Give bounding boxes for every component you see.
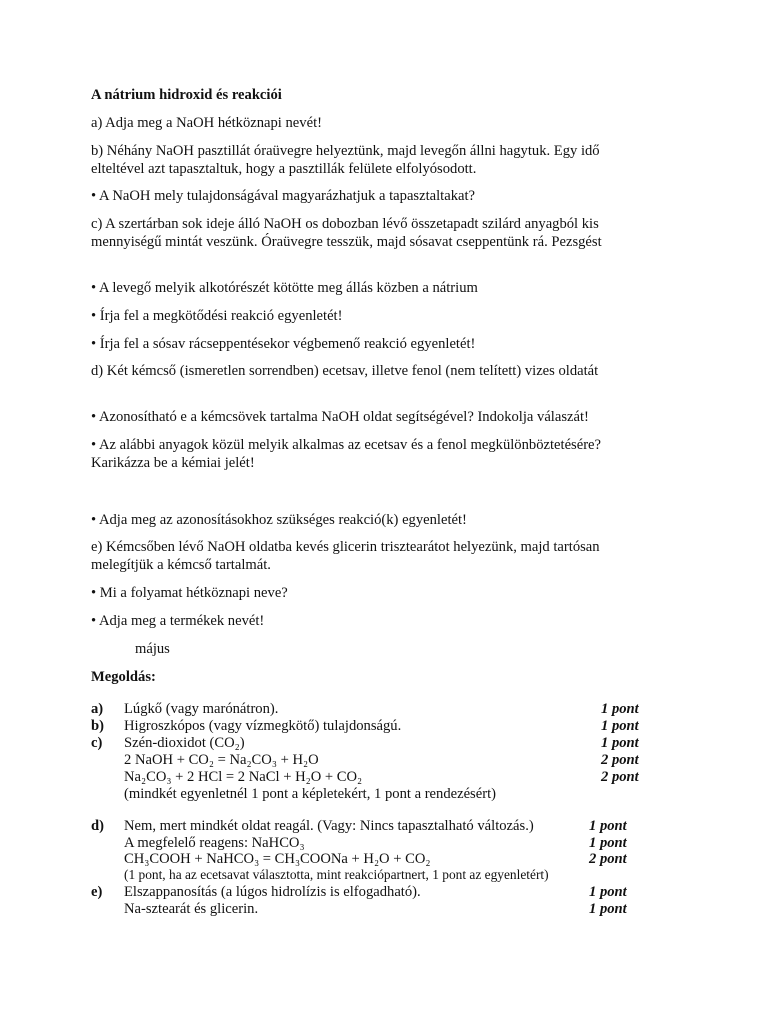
solution-row-points: 2 pont (601, 769, 639, 785)
question-b-line-1: b) Néhány NaOH pasztillát óraüvegre helyeztünk, majd levegőn állni hagytuk. Egy idő (91, 143, 600, 159)
question-e-line-2: melegítjük a kémcső tartalmát. (91, 557, 271, 573)
solution-label-a: a) (91, 701, 104, 717)
solution-row-text: (mindkét egyenletnél 1 pont a képletekért, 1 pont a rendezésért) (124, 786, 496, 802)
solution-row-points: 1 pont (589, 818, 627, 834)
solution-row-points: 1 pont (589, 835, 627, 851)
question-d-bullet-3: • Adja meg az azonosításokhoz szükséges reakció(k) egyenletét! (91, 512, 467, 528)
question-b-bullet: • A NaOH mely tulajdonságával magyarázhatjuk a tapasztaltakat? (91, 188, 475, 204)
solution-row-text: 2 NaOH + CO₂ = Na₂CO₃ + H₂O (124, 752, 319, 768)
solution-row-points: 1 pont (589, 901, 627, 917)
solution-row-text: Elszappanosítás (a lúgos hidrolízis is elfogadható). (124, 884, 421, 900)
solution-row-points: 1 pont (589, 884, 627, 900)
question-e-bullet-1: • Mi a folyamat hétköznapi neve? (91, 585, 288, 601)
question-d-bullet-1: • Azonosítható e a kémcsövek tartalma NaOH oldat segítségével? Indokolja válaszát! (91, 409, 589, 425)
date-note: május (135, 641, 170, 657)
solution-row-text: Na-sztearát és glicerin. (124, 901, 259, 917)
solution-row-text: Na₂CO₃ + 2 HCl = 2 NaCl + H₂O + CO₂ (124, 769, 363, 785)
question-c-bullet-2: • Írja fel a megkötődési reakció egyenletét! (91, 308, 343, 324)
solution-row-points: 1 pont (601, 701, 639, 717)
solution-row-text: Lúgkő (vagy marónátron). (124, 701, 279, 717)
solution-row-text: Higroszkópos (vagy vízmegkötő) tulajdonságú. (124, 718, 402, 734)
question-b-line-2: elteltével azt tapasztaltuk, hogy a pasztillák felülete elfolyósodott. (91, 161, 477, 177)
question-a: a) Adja meg a NaOH hétköznapi nevét! (91, 115, 322, 131)
question-c-bullet-3: • Írja fel a sósav rácseppentésekor végbemenő reakció egyenletét! (91, 336, 476, 352)
question-d-line-1: d) Két kémcső (ismeretlen sorrendben) ecetsav, illetve fenol (nem telített) vizes oldatát (91, 363, 599, 379)
solution-row-text: Szén-dioxidot (CO₂) (124, 735, 245, 751)
solution-label-c: c) (91, 735, 103, 751)
solution-row-points: 2 pont (589, 851, 627, 867)
solution-row-text: CH₃COOH + NaHCO₃ = CH₃COONa + H₂O + CO₂ (124, 851, 431, 867)
document-title: A nátrium hidroxid és reakciói (91, 87, 282, 103)
question-d-bullet-2-cont: Karikázza be a kémiai jelét! (91, 455, 255, 471)
question-c-line-1: c) A szertárban sok ideje álló NaOH os dobozban lévő összetapadt szilárd anyagból kis (91, 216, 599, 232)
solution-row-points: 1 pont (601, 718, 639, 734)
question-e-line-1: e) Kémcsőben lévő NaOH oldatba kevés glicerin trisztearátot helyezünk, majd tartósan (91, 539, 600, 555)
question-d-bullet-2: • Az alábbi anyagok közül melyik alkalmas az ecetsav és a fenol megkülönböztetésére? (91, 437, 602, 453)
solution-row-points: 2 pont (601, 752, 639, 768)
solution-row-text: A megfelelő reagens: NaHCO₃ (124, 835, 305, 851)
question-c-line-2: mennyiségű mintát veszünk. Óraüvegre tesszük, majd sósavat cseppentünk rá. Pezsgést (91, 234, 602, 250)
solution-row-text: (1 pont, ha az ecetsavat választotta, mint reakciópartnert, 1 pont az egyenletért) (124, 867, 549, 882)
solution-label-b: b) (91, 718, 104, 734)
solution-heading: Megoldás: (91, 669, 156, 685)
solution-label-e: e) (91, 884, 103, 900)
question-c-bullet-1: • A levegő melyik alkotórészét kötötte meg állás közben a nátrium (91, 280, 478, 296)
solution-row-points: 1 pont (601, 735, 639, 751)
question-e-bullet-2: • Adja meg a termékek nevét! (91, 613, 265, 629)
solution-label-d: d) (91, 818, 104, 834)
solution-row-text: Nem, mert mindkét oldat reagál. (Vagy: Nincs tapasztalható változás.) (124, 818, 534, 834)
